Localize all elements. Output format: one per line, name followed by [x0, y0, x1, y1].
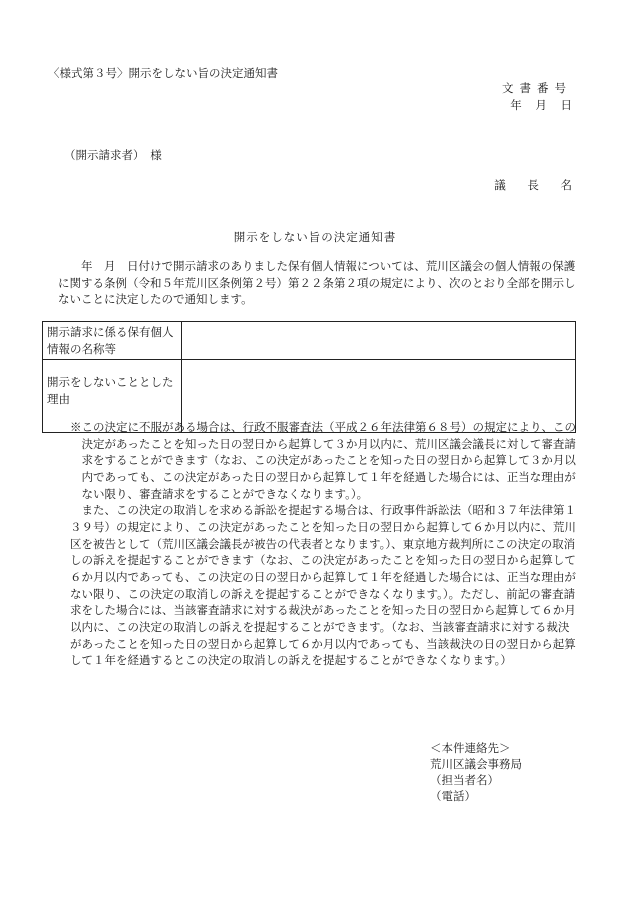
table-row-label: 開示をしないこととした理由: [43, 360, 182, 433]
table-row: [43, 322, 576, 360]
form-label: 〈様式第３号〉開示をしない旨の決定通知書: [48, 66, 278, 80]
info-table: [42, 321, 576, 433]
contact-office: 荒川区議会事務局: [430, 757, 522, 772]
contact-person: （担当者名）: [430, 773, 499, 788]
contact-heading: ＜本件連絡先＞: [430, 741, 511, 755]
appeal-notice-paragraph: ※この決定に不服がある場合は、行政不服審査法（平成２６年法律第６８号）の規定により、この決定があったことを知った日の翌日から起算して３か月以内に、荒川区議会議長に対して審査請求をすることができます（なお、この決定があったことを知った日の翌日から起算して３か月以内であっても、この決定があった日の翌日から起算して１年を経過した場合には、正当な理由がない限り、審査請求をすることができなくなります。）。: [70, 420, 576, 501]
table-row-value: [182, 322, 576, 360]
document-date: 年 月 日: [510, 98, 572, 112]
contact-phone: （電話）: [430, 789, 476, 804]
recipient-name: （開示請求者） 様: [64, 148, 162, 162]
sender-name: 議 長 名: [494, 178, 572, 192]
contact-block: [430, 740, 522, 804]
appeal-notice: [70, 419, 578, 669]
document-number: 文書番号: [502, 81, 572, 95]
lawsuit-notice-paragraph: また、この決定の取消しを求める訴訟を提起する場合は、行政事件訴訟法（昭和３７年法律第１３９号）の規定により、この決定があったことを知った日の翌日から起算して６か月以内に、荒川区を被告として（荒川区議会議長が被告の代表者となります。）、東京地方裁判所にこの決定の取消しの訴えを提起することができます（なお、この決定があったことを知った日の翌日から起算して６か月以内であっても、この決定の日の翌日から起算して１年を経過した場合には、正当な理由がない限り、この決定の取消しの訴えを提起することができなくなります。）。ただし、前記の審査請求をした場合には、当該審査請求に対する裁決があったことを知った日の翌日から起算して６か月以内に、この決定の取消しの訴えを提起することができます。（なお、当該審査請求に対する裁決があったことを知った日の翌日から起算して６か月以内であっても、当該裁決の日の翌日から起算して１年を経過するとこの決定の取消しの訴えを提起することができなくなります。）: [70, 503, 576, 668]
intro-paragraph: 年 月 日付けで開示請求のありました保有個人情報については、荒川区議会の個人情報の保護に関する条例（令和５年荒川区条例第２号）第２２条第２項の規定により、次のとおり全部を開示しないことに決定したので通知します。: [58, 259, 576, 307]
table-row-label: 開示請求に係る保有個人情報の名称等: [43, 322, 182, 360]
document-title: 開示をしない旨の決定通知書: [233, 230, 397, 244]
